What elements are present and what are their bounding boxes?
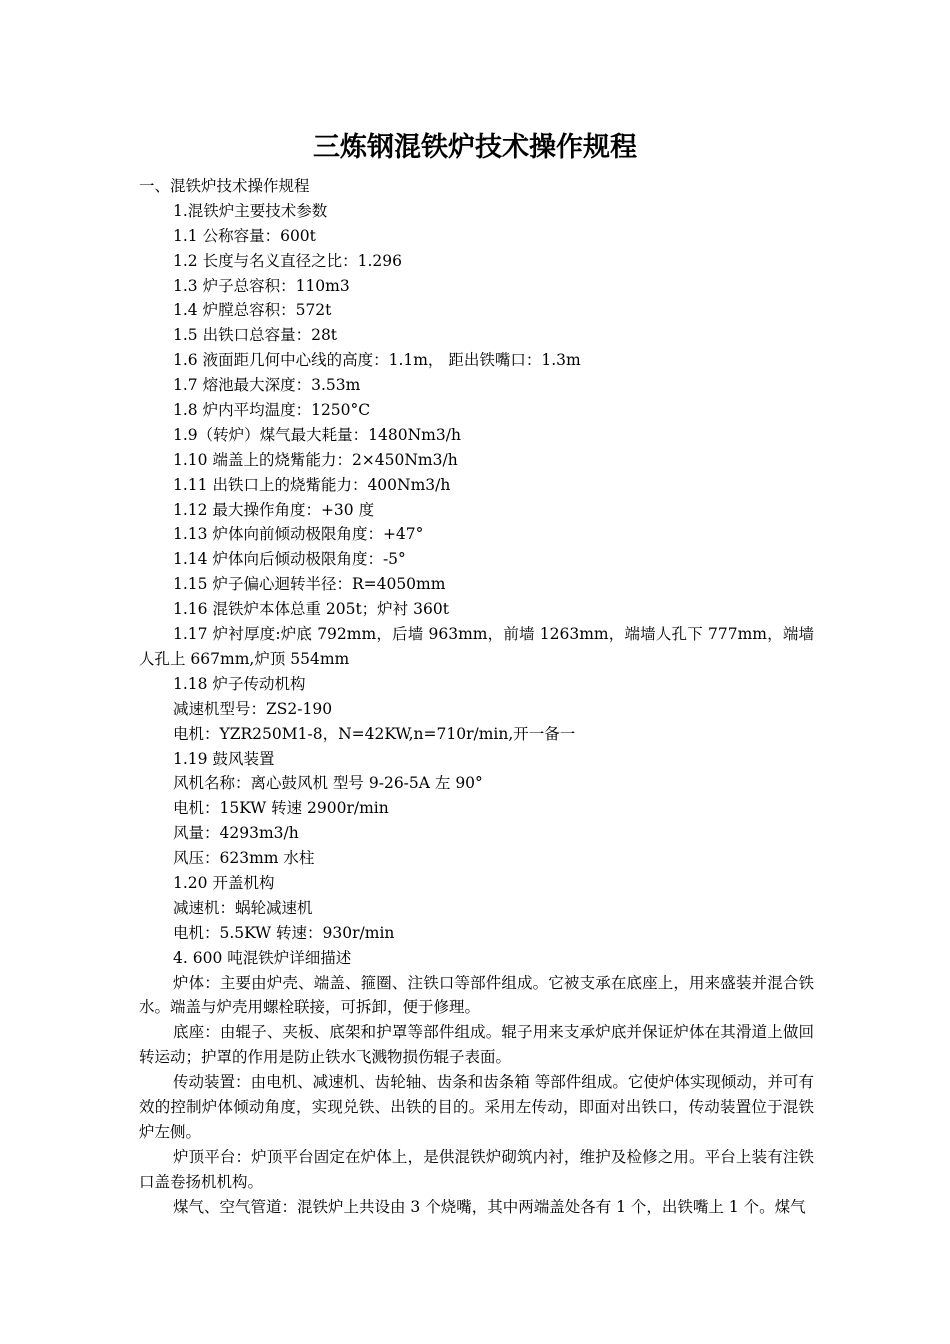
document-body bbox=[139, 174, 814, 1220]
spec-line: 风量：4293m3/h bbox=[173, 824, 299, 843]
spec-line: 1.8 炉内平均温度：1250°C bbox=[173, 401, 371, 420]
spec-line: 1.19 鼓风装置 bbox=[173, 749, 275, 768]
spec-line: 风压：623mm 水柱 bbox=[173, 849, 315, 868]
spec-line: 1.2 长度与名义直径之比：1.296 bbox=[173, 251, 402, 270]
section-heading: 一、混铁炉技术操作规程 bbox=[139, 177, 310, 195]
spec-line: 1.5 出铁口总容量：28t bbox=[173, 326, 338, 345]
spec-line: 1.16 混铁炉本体总重 205t；炉衬 360t bbox=[173, 600, 449, 619]
spec-line: 风机名称：离心鼓风机 型号 9-26-5A 左 90° bbox=[173, 774, 483, 793]
spec-line: 1.11 出铁口上的烧觜能力：400Nm3/h bbox=[173, 475, 451, 494]
spec-line: 1.6 液面距几何中心线的高度：1.1m， 距出铁嘴口：1.3m bbox=[173, 351, 581, 370]
spec-line: 电机：YZR250M1-8，N=42KW,n=710r/min,开一备一 bbox=[173, 724, 576, 743]
spec-line: 1.9（转炉）煤气最大耗量：1480Nm3/h bbox=[173, 425, 461, 444]
document-title: 三炼钢混铁炉技术操作规程 bbox=[313, 132, 637, 163]
description-paragraph: 炉顶平台：炉顶平台固定在炉体上，是供混铁炉砌筑内衬，维护及检修之用。平台上装有注铁口盖卷扬机机构。 bbox=[139, 1147, 814, 1191]
spec-line: 减速机：蜗轮减速机 bbox=[173, 898, 313, 917]
spec-line: 1.18 炉子传动机构 bbox=[173, 674, 306, 693]
spec-line: 1.20 开盖机构 bbox=[173, 873, 275, 892]
spec-line: 1.10 端盖上的烧觜能力：2×450Nm3/h bbox=[173, 450, 458, 469]
spec-line: 4. 600 吨混铁炉详细描述 bbox=[173, 948, 352, 967]
spec-line: 1.12 最大操作角度：+30 度 bbox=[173, 500, 375, 519]
spec-line: 1.13 炉体向前倾动极限角度：+47° bbox=[173, 525, 424, 544]
spec-line: 1.3 炉子总容积：110m3 bbox=[173, 276, 350, 295]
spec-paragraph: 1.17 炉衬厚度:炉底 792mm，后墙 963mm，前墙 1263mm，端墙人孔下 777mm，端墙人孔上 667mm,炉顶 554mm bbox=[139, 625, 814, 668]
description-paragraph: 炉体：主要由炉壳、端盖、箍圈、注铁口等部件组成。它被支承在底座上，用来盛装并混合铁水。端盖与炉壳用螺栓联接，可拆卸，便于修理。 bbox=[139, 973, 814, 1017]
spec-line: 1.混铁炉主要技术参数 bbox=[173, 201, 328, 220]
description-paragraph: 传动装置：由电机、减速机、齿轮轴、齿条和齿条箱 等部件组成。它使炉体实现倾动，并可有效的控制炉体倾动角度，实现兑铁、出铁的目的。采用左传动，即面对出铁口，传动装置位于混铁炉左侧。 bbox=[139, 1073, 814, 1141]
spec-line: 1.4 炉膛总容积：572t bbox=[173, 301, 332, 320]
spec-line: 1.15 炉子偏心迴转半径：R=4050mm bbox=[173, 575, 446, 594]
spec-line: 减速机型号：ZS2-190 bbox=[173, 699, 333, 718]
description-paragraph: 煤气、空气管道：混铁炉上共设由 3 个烧嘴，其中两端盖处各有 1 个，出铁嘴上 1 个。煤气 bbox=[173, 1197, 806, 1216]
spec-line: 电机：15KW 转速 2900r/min bbox=[173, 799, 389, 818]
spec-line: 1.7 熔池最大深度：3.53m bbox=[173, 376, 361, 395]
spec-line: 1.1 公称容量：600t bbox=[173, 226, 316, 245]
spec-line: 1.14 炉体向后倾动极限角度：-5° bbox=[173, 550, 406, 569]
spec-line: 电机：5.5KW 转速：930r/min bbox=[173, 923, 395, 942]
description-paragraph: 底座：由辊子、夹板、底架和护罩等部件组成。辊子用来支承炉底并保证炉体在其滑道上做回转运动；护罩的作用是防止铁水飞溅物损伤辊子表面。 bbox=[139, 1023, 814, 1067]
